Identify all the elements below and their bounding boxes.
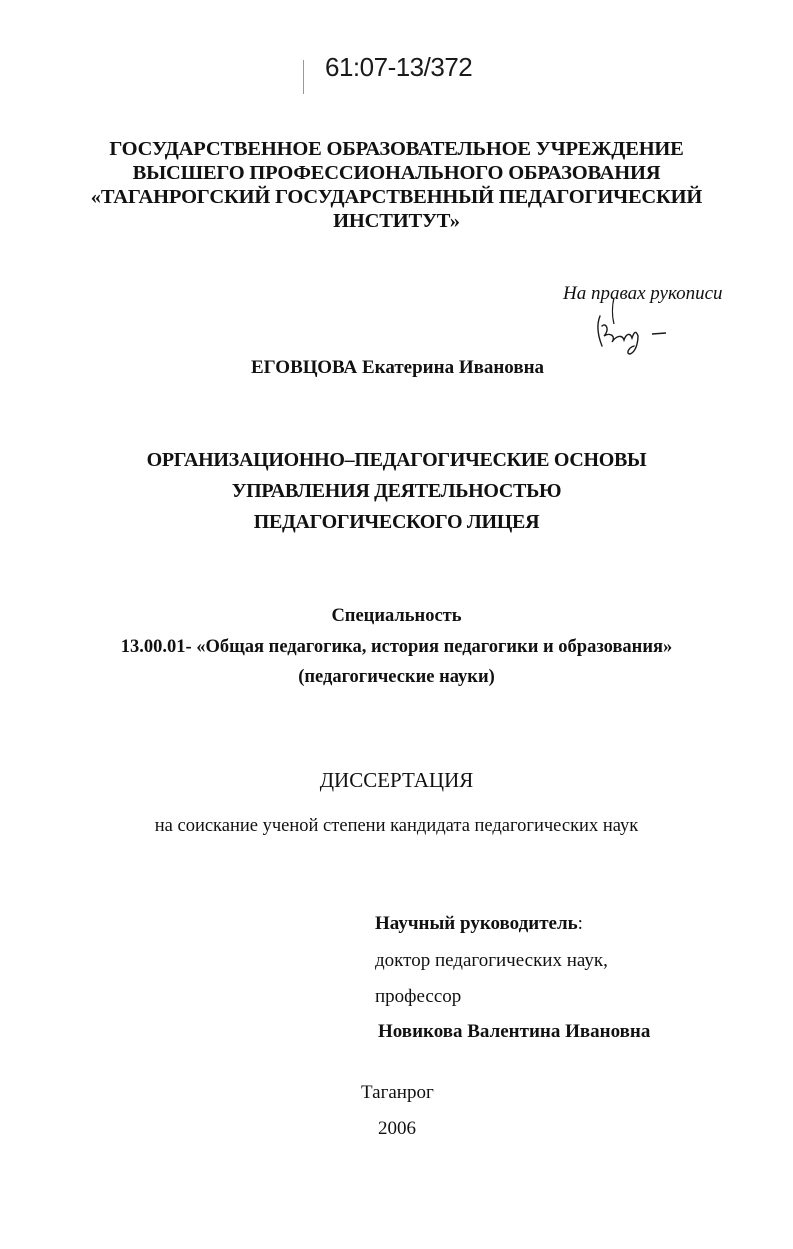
supervisor-title: профессор [375, 986, 462, 1007]
specialty-label: Специальность [331, 606, 462, 626]
supervisor-label-row [375, 913, 583, 935]
institution-line-2: ВЫСШЕГО ПРОФЕССИОНАЛЬНОГО ОБРАЗОВАНИЯ [132, 162, 661, 184]
scan-mark [303, 60, 304, 94]
catalog-number: 61:07-13/372 [325, 52, 473, 82]
supervisor-label-colon: : [577, 913, 583, 934]
title-line-1: ОРГАНИЗАЦИОННО–ПЕДАГОГИЧЕСКИЕ ОСНОВЫ [146, 449, 647, 471]
year: 2006 [378, 1118, 416, 1139]
institution-line-4: ИНСТИТУТ» [333, 210, 460, 232]
handwritten-signature-icon [588, 296, 678, 367]
document-type: ДИССЕРТАЦИЯ [319, 768, 474, 792]
supervisor-degree: доктор педагогических наук, [375, 950, 608, 971]
city: Таганрог [361, 1082, 434, 1103]
author-name: ЕГОВЦОВА Екатерина Ивановна [251, 357, 545, 378]
specialty-field: (педагогические науки) [298, 667, 495, 687]
title-line-2: УПРАВЛЕНИЯ ДЕЯТЕЛЬНОСТЬЮ [231, 480, 562, 502]
degree-line: на соискание ученой степени кандидата педагогических наук [154, 816, 639, 836]
manuscript-note: На правах рукописи [563, 283, 723, 304]
institution-line-3: «ТАГАНРОГСКИЙ ГОСУДАРСТВЕННЫЙ ПЕДАГОГИЧЕСКИЙ [90, 186, 703, 208]
supervisor-label: Научный руководитель [375, 913, 578, 934]
specialty-code: 13.00.01- «Общая педагогика, история педагогики и образования» [120, 637, 673, 657]
supervisor-name: Новикова Валентина Ивановна [378, 1021, 651, 1042]
title-line-3: ПЕДАГОГИЧЕСКОГО ЛИЦЕЯ [253, 511, 540, 533]
institution-line-1: ГОСУДАРСТВЕННОЕ ОБРАЗОВАТЕЛЬНОЕ УЧРЕЖДЕНИЕ [109, 138, 684, 160]
